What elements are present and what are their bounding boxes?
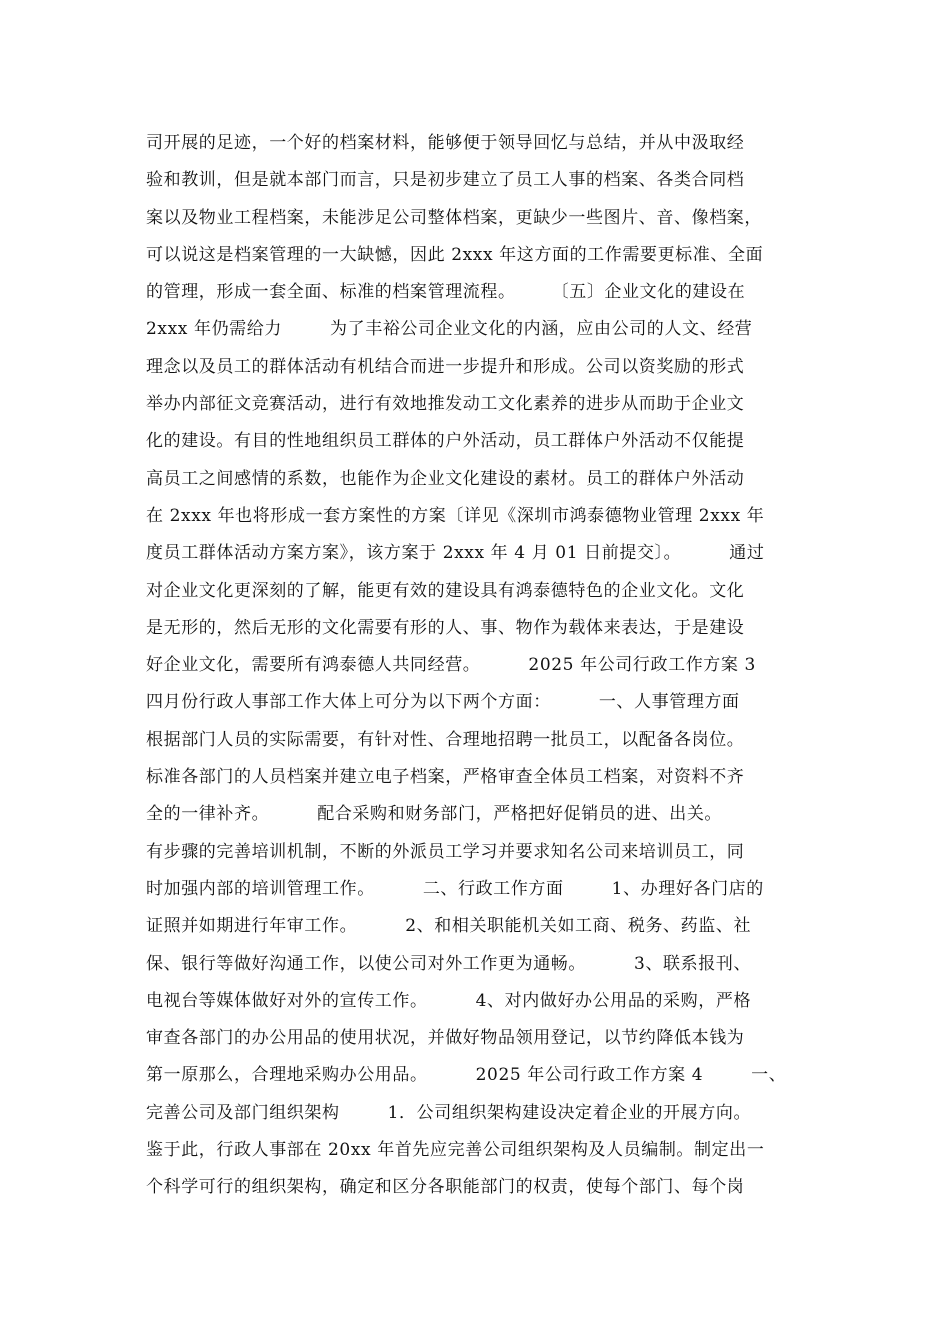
text-line: 保、银行等做好沟通工作，以使公司对外工作更为通畅。 3、联系报刊、 <box>146 953 752 974</box>
text-line: 的管理，形成一套全面、标准的档案管理流程。 〔五〕企业文化的建设在 <box>146 282 746 303</box>
text-line: 好企业文化，需要所有鸿泰德人共同经营。 2025 年公司行政工作方案 3 <box>146 655 756 676</box>
text-line: 时加强内部的培训管理工作。 二、行政工作方面 1、办理好各门店的 <box>146 878 764 899</box>
text-line: 完善公司及部门组织架构 1．公司组织架构建设决定着企业的开展方向。 <box>146 1102 752 1123</box>
text-line: 电视台等媒体做好对外的宣传工作。 4、对内做好办公用品的采购，严格 <box>146 990 752 1011</box>
text-line: 证照并如期进行年审工作。 2、和相关职能机关如工商、税务、药监、社 <box>146 916 752 937</box>
text-line: 化的建设。有目的性地组织员工群体的户外活动，员工群体户外活动不仅能提 <box>146 431 745 452</box>
text-line: 根据部门人员的实际需要，有针对性、合理地招聘一批员工，以配备各岗位。 <box>146 729 745 750</box>
text-line: 四月份行政人事部工作大体上可分为以下两个方面： 一、人事管理方面 <box>146 692 740 713</box>
text-line: 司开展的足迹，一个好的档案材料，能够便于领导回忆与总结，并从中汲取经 <box>146 133 745 153</box>
text-line: 可以说这是档案管理的一大缺憾，因此 2xxx 年这方面的工作需要更标准、全面 <box>146 244 764 265</box>
text-line: 个科学可行的组织架构，确定和区分各职能部门的权责，使每个部门、每个岗 <box>146 1177 745 1198</box>
text-line: 第一原那么，合理地采购办公用品。 2025 年公司行政工作方案 4 一、 <box>146 1065 787 1086</box>
text-line: 理念以及员工的群体活动有机结合而进一步提升和形成。公司以资奖励的形式 <box>146 356 745 377</box>
text-line: 标准各部门的人员档案并建立电子档案，严格审查全体员工档案，对资料不齐 <box>146 767 745 788</box>
text-line: 高员工之间感情的系数，也能作为企业文化建设的素材。员工的群体户外活动 <box>146 468 745 489</box>
text-line: 是无形的，然后无形的文化需要有形的人、事、物作为载体来表达，于是建设 <box>146 617 745 638</box>
text-line: 验和教训，但是就本部门而言，只是初步建立了员工人事的档案、各类合同档 <box>146 170 745 191</box>
text-line: 对企业文化更深刻的了解，能更有效的建设具有鸿泰德特色的企业文化。文化 <box>146 580 745 601</box>
text-line: 有步骤的完善培训机制，不断的外派员工学习并要求知名公司来培训员工，同 <box>146 841 745 862</box>
body-text <box>146 125 826 1207</box>
text-line: 举办内部征文竞赛活动，进行有效地推发动工文化素养的进步从而助于企业文 <box>146 394 745 415</box>
text-line: 度员工群体活动方案方案》，该方案于 2xxx 年 4 月 01 日前提交〕。 通过 <box>146 543 765 564</box>
text-line: 全的一律补齐。 配合采购和财务部门，严格把好促销员的进、出关。 <box>146 804 723 825</box>
text-line: 审查各部门的办公用品的使用状况，并做好物品领用登记，以节约降低本钱为 <box>146 1028 745 1049</box>
text-line: 鉴于此，行政人事部在 20xx 年首先应完善公司组织架构及人员编制。制定出一 <box>146 1140 765 1161</box>
text-line: 案以及物业工程档案，未能涉足公司整体档案，更缺少一些图片、音、像档案， <box>146 207 762 228</box>
text-line: 2xxx 年仍需给力 为了丰裕公司企业文化的内涵，应由公司的人文、经营 <box>146 319 753 340</box>
text-line: 在 2xxx 年也将形成一套方案性的方案〔详见《深圳市鸿泰德物业管理 2xxx 年 <box>146 505 765 526</box>
